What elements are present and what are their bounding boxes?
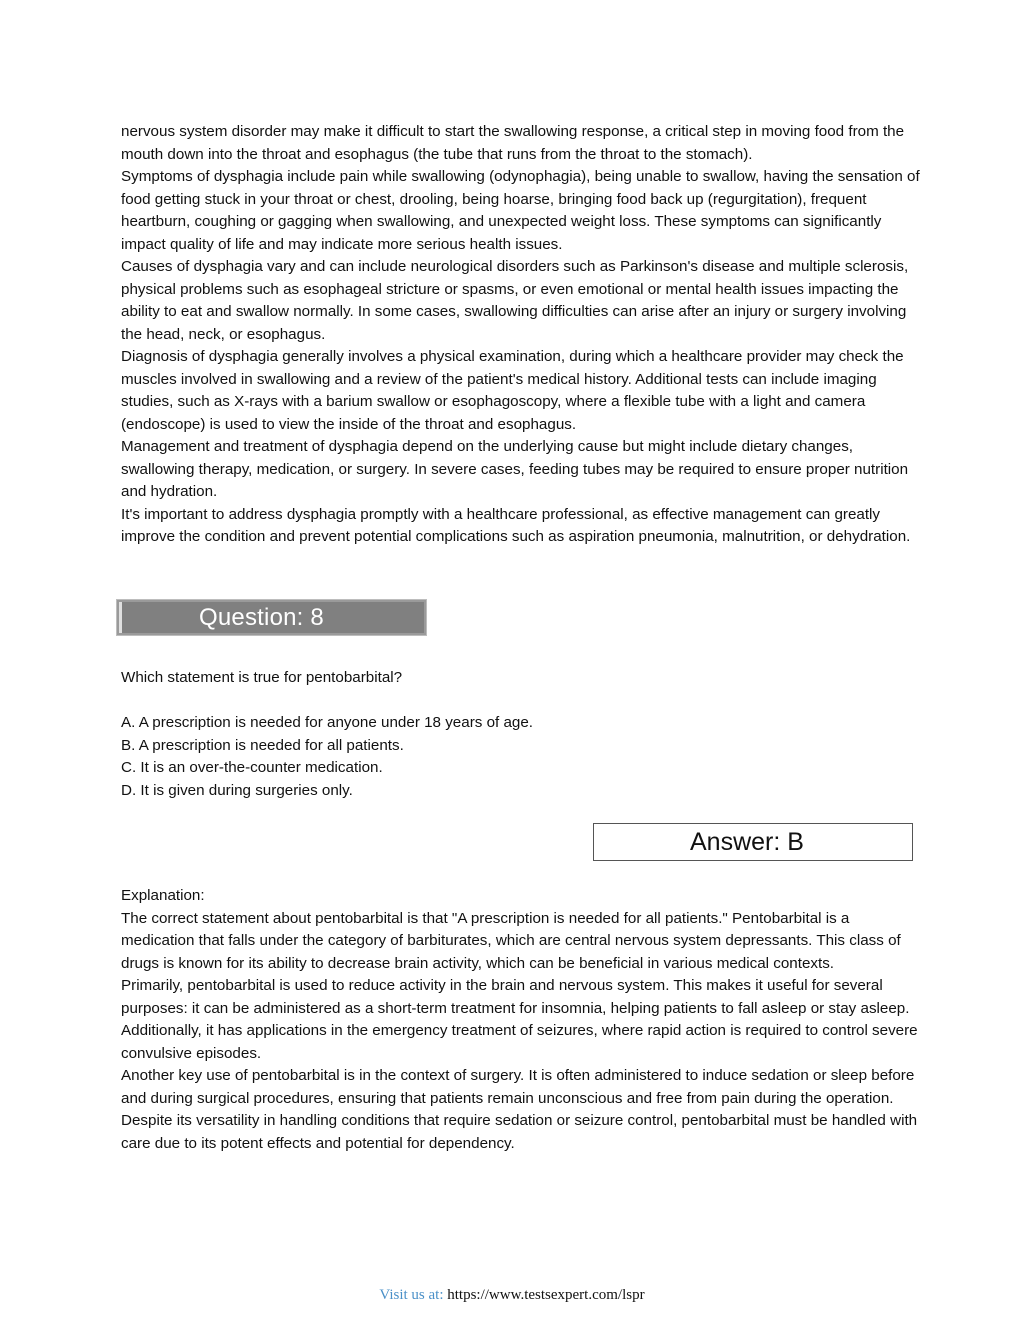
question-heading: Question: 8 — [199, 604, 324, 631]
explanation-block — [121, 885, 921, 1155]
question-block — [121, 667, 921, 802]
option-d: D. It is given during surgeries only. — [121, 781, 353, 799]
option-a: A. A prescription is needed for anyone under 18 years of age. — [121, 714, 534, 731]
intro-paragraph-4: Diagnosis of dysphagia generally involves a physical examination, during which a healthcare provider may check the muscles involved in swallowing and a review of the patient's medical history. Additional tests can include imaging studies, such as X-rays with a barium swallow or esophagoscopy, where a flexible tube with a light and camera (endoscope) is used to view the inside of the throat and esophagus. — [121, 348, 904, 433]
explanation-paragraph-2: Primarily, pentobarbital is used to reduce activity in the brain and nervous system. This makes it useful for several purposes: it can be administered as a short-term treatment for insomnia, helping patients to fall asleep or stay asleep. Additionally, it has applications in the emergency treatment of seizures, where rapid action is required to control severe convulsive episodes. — [121, 977, 918, 1062]
intro-paragraph-6: It's important to address dysphagia promptly with a healthcare professional, as effective management can greatly improve the condition and prevent potential complications such as aspiration pneumonia, malnutrition, or dehydration. — [121, 505, 911, 545]
option-b: B. A prescription is needed for all patients. — [121, 736, 404, 754]
intro-text — [121, 121, 921, 549]
question-prompt: Which statement is true for pentobarbital? — [121, 669, 403, 686]
option-c: C. It is an over-the-counter medication. — [121, 759, 383, 776]
explanation-label: Explanation: — [121, 887, 205, 904]
answer-box — [593, 823, 913, 861]
question-heading-bar — [116, 599, 427, 636]
intro-paragraph-5: Management and treatment of dysphagia depend on the underlying cause but might include dietary changes, swallowing therapy, medication, or surgery. In severe cases, feeding tubes may be required to ensure proper nutrition and hydration. — [121, 438, 909, 500]
intro-paragraph-1: nervous system disorder may make it difficult to start the swallowing response, a critical step in moving food from the mouth down into the throat and esophagus (the tube that runs from the throat to the stomach). — [121, 123, 905, 163]
footer-url-link[interactable]: https://www.testsexpert.com/lspr — [447, 1287, 645, 1303]
question-bar-accent — [119, 602, 122, 633]
explanation-paragraph-3: Another key use of pentobarbital is in the context of surgery. It is often administered to induce sedation or sleep before and during surgical procedures, ensuring that patients remain unconscious and free from pain during the operation. Despite its versatility in handling conditions that require sedation or seizure control, pentobarbital must be handled with care due to its potent effects and potential for dependency. — [121, 1067, 918, 1152]
answer-heading: Answer: B — [690, 828, 804, 856]
explanation-paragraph-1: The correct statement about pentobarbital is that "A prescription is needed for all patients." Pentobarbital is a medication that falls under the category of barbiturates, which are central nervous system depressants. This class of drugs is known for its ability to decrease brain activity, which can be beneficial in various medical contexts. — [121, 909, 901, 972]
intro-paragraph-2: Symptoms of dysphagia include pain while swallowing (odynophagia), being unable to swallow, having the sensation of food getting stuck in your throat or chest, drooling, being hoarse, bringing food back up (regurgitation), frequent heartburn, coughing or gagging when swallowing, and unexpected weight loss. These symptoms can significantly impact quality of life and may indicate more serious health issues. — [121, 168, 920, 253]
page-footer — [0, 1285, 1024, 1305]
footer-label: Visit us at: — [379, 1287, 448, 1303]
answer-options — [121, 712, 921, 802]
intro-paragraph-3: Causes of dysphagia vary and can include neurological disorders such as Parkinson's disease and multiple sclerosis, physical problems such as esophageal stricture or spasms, or even emotional or mental health issues impacting the ability to eat and swallow normally. In some cases, swallowing difficulties can arise after an injury or surgery involving the head, neck, or esophagus. — [121, 258, 909, 343]
